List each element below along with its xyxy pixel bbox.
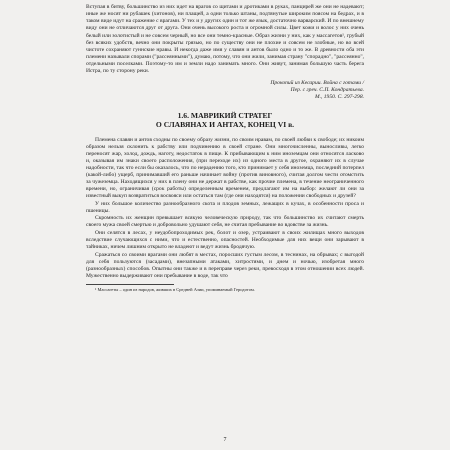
section-heading-line: 1.6. МАВРИКИЙ СТРАТЕГ	[177, 110, 273, 120]
body-paragraph: У них большое количество разнообразного скота и плодов земных, лежащих в кучах, в особенности проса и пшеницы.	[86, 200, 364, 214]
citation-line: Прокопий из Кесарии. Война с готами /	[270, 79, 364, 86]
body-paragraph: Племена славян и антов сходны по своему образу жизни, по своим нравам, по своей любви к свободе; их никоим образом нельзя склонить к рабству или подчинению в своей стране. Они многочисленны, выносливы, легко переносят жар, холод, дождь, наготу, недостаток в пище. К прибывающим к ним иноземцам они относятся ласково и, оказывая им знаки своего расположения, (при переходе их) из одного места в другое, охраняют их в случае надобности, так что если бы оказалось, что по нерадению того, кто принимает у себя иноземца, последний потерпел (какой-либо) ущерб, принимавший его раньше начинает войну (против виновного), считая долгом чести отомстить за чужеземца. Находящихся у них в плену они не держат в рабстве, как прочие племена, в течение неограниченного времени, но, ограничивая (срок работы) определенным временем, предлагают им на выбор: желают ли они за известный выкуп возвратиться восвояси или остаться там (где они находятся) на положении свободных и друзей?	[86, 136, 364, 200]
citation-line: Пер. с греч. С.П. Кондратьева.	[290, 86, 364, 93]
section-heading	[86, 111, 364, 129]
section-heading-line: О СЛАВЯНАХ И АНТАХ, КОНЕЦ VI в.	[155, 119, 295, 129]
body-paragraph: Они селятся в лесах, у неудобопроходимых рек, болот и озер, устраивают в своих жилищах много выходов вследствие случающихся с ними, что и естественно, опасностей. Необходимые для них вещи они зарывают в тайниках, ничем лишним открыто не владеют и ведут жизнь бродячую.	[86, 229, 364, 251]
body-paragraph: Скромность их женщин превышает всякую человеческую природу, так что большинство их считают смерть своего мужа своей смертью и добровольно удушают себя, не считая пребывание во вдовстве за жизнь.	[86, 215, 364, 229]
footnote: ¹ Массагеты – один из народов, живших в Средней Азии, упоминаемый Геродотом.	[95, 286, 255, 292]
intro-text	[86, 4, 364, 76]
body-paragraph: Сражаться со своими врагами они любят в местах, поросших густым лесом, в теснинах, на обрывах; с выгодой для себя пользуются (засадами), внезапными атаками, хитростями, и днем и ночью, изобретая много (разнообразных) способов. Опытны они также и в переправе через реки, превосходя в этом отношении всех людей. Мужественно выдерживают они пребывание в воде, так что	[86, 251, 364, 279]
footnote-divider	[86, 284, 174, 285]
intro-paragraph: Вступая в битву, большинство из них идет на врагов со щитами и дротиками в руках, панцирей же они не надевают; иные же носят ни рубашек (хитонов), ни плащей, а одни только штаны, подтянутые широким поясом на бедрах, и в таком виде идут на сражение с врагами. У тех и у других один и тот же язык, достаточно варварский. И по внешнему виду они не отличаются друг от друга. Они очень высокого роста и огромной силы. Цвет кожи и волос у них очень белый или золотистый и не совсем черный, но все они темно-красные. Образ жизни у них, как у массагетов¹, грубый без всяких удобств, вечно они покрыты грязью, но по существу они не плохие и совсем не злобные, но во всей чистоте сохраняют гуннские нравы. И некогда даже имя у славян и антов было одно и то же. В древности оба эти племени называли спорами ("рассеянными"), думаю, потому, что они жили, занимая страну "спорадно", "рассеянно", отдельными поселками. Поэтому-то им и земли надо занимать много. Они живут, занимая большую часть берега Истра, по ту сторону реки.	[86, 4, 364, 75]
page-number: 7	[223, 437, 227, 443]
citation	[86, 80, 364, 101]
citation-line: М., 1950. С. 297-298.	[315, 93, 364, 100]
section-body	[86, 137, 364, 280]
